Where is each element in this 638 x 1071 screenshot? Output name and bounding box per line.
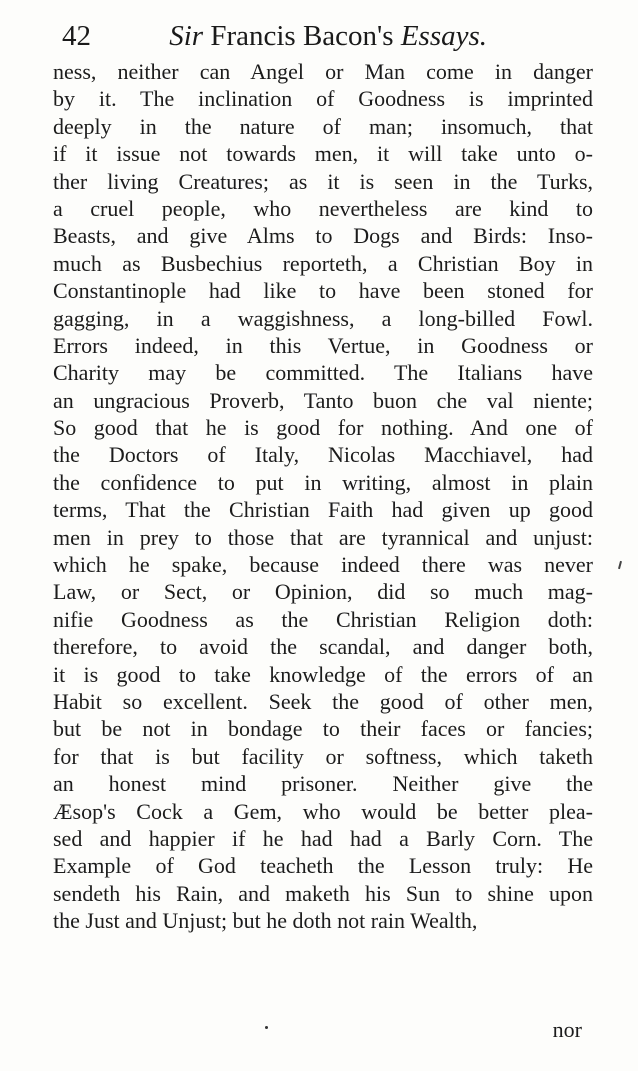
text-line: Habit so excellent. Seek the good of other men, xyxy=(53,688,593,714)
text-line: Example of God teacheth the Lesson truly: He xyxy=(53,853,593,879)
text-line: which he spake, because indeed there was never xyxy=(53,552,593,578)
text-line: Charity may be committed. The Italians have xyxy=(53,360,593,386)
page-header xyxy=(62,16,582,56)
text-line: deeply in the nature of man; insomuch, that xyxy=(53,113,593,139)
text-line: Beasts, and give Alms to Dogs and Birds: Inso- xyxy=(53,223,593,249)
text-line: Constantinople had like to have been stoned for xyxy=(53,278,593,304)
text-line: if it issue not towards men, it will take unto o- xyxy=(53,141,593,167)
margin-mark xyxy=(618,561,622,569)
text-line: gagging, in a waggishness, a long-billed Fowl. xyxy=(53,305,593,331)
text-line: an honest mind prisoner. Neither give the xyxy=(53,771,593,797)
text-line: terms, That the Christian Faith had given up good xyxy=(53,497,593,523)
text-line: Æsop's Cock a Gem, who would be better plea- xyxy=(53,798,593,824)
text-line: for that is but facility or softness, which taketh xyxy=(53,743,593,769)
text-line: nifie Goodness as the Christian Religion doth: xyxy=(53,606,593,632)
text-line: it is good to take knowledge of the errors of an xyxy=(53,661,593,687)
text-line: So good that he is good for nothing. And one of xyxy=(53,415,593,441)
text-line: Errors indeed, in this Vertue, in Goodness or xyxy=(53,332,593,358)
text-line: but be not in bondage to their faces or fancies; xyxy=(53,716,593,742)
text-line: by it. The inclination of Goodness is imprinted xyxy=(53,86,593,112)
text-line: the Doctors of Italy, Nicolas Macchiavel, had xyxy=(53,442,593,468)
text-line: ther living Creatures; as it is seen in the Turks, xyxy=(53,168,593,194)
text-line: therefore, to avoid the scandal, and danger both, xyxy=(53,634,593,660)
text-line: a cruel people, who nevertheless are kind to xyxy=(53,195,593,221)
running-title-suffix: Essays. xyxy=(400,20,488,52)
text-line: the Just and Unjust; but he doth not rain Wealth, xyxy=(53,908,478,934)
text-line: sendeth his Rain, and maketh his Sun to shine upon xyxy=(53,880,593,906)
text-line: much as Busbechius reporteth, a Christian Boy in xyxy=(53,250,593,276)
text-line: sed and happier if he had had a Barly Corn. The xyxy=(53,825,593,851)
running-title-main: Francis Bacon's xyxy=(203,20,401,52)
body-text xyxy=(53,58,593,935)
catchword: nor xyxy=(552,1017,582,1042)
page-number: 42 xyxy=(62,20,91,52)
text-line: the confidence to put in writing, almost in plain xyxy=(53,469,593,495)
text-line: Law, or Sect, or Opinion, did so much mag- xyxy=(53,579,593,605)
running-title xyxy=(169,20,487,52)
print-speck xyxy=(265,1026,268,1029)
running-title-prefix: Sir xyxy=(169,20,204,52)
text-line: ness, neither can Angel or Man come in danger xyxy=(53,59,593,84)
text-line: men in prey to those that are tyrannical and unjust: xyxy=(53,524,593,550)
text-line: an ungracious Proverb, Tanto buon che val niente; xyxy=(53,387,593,413)
